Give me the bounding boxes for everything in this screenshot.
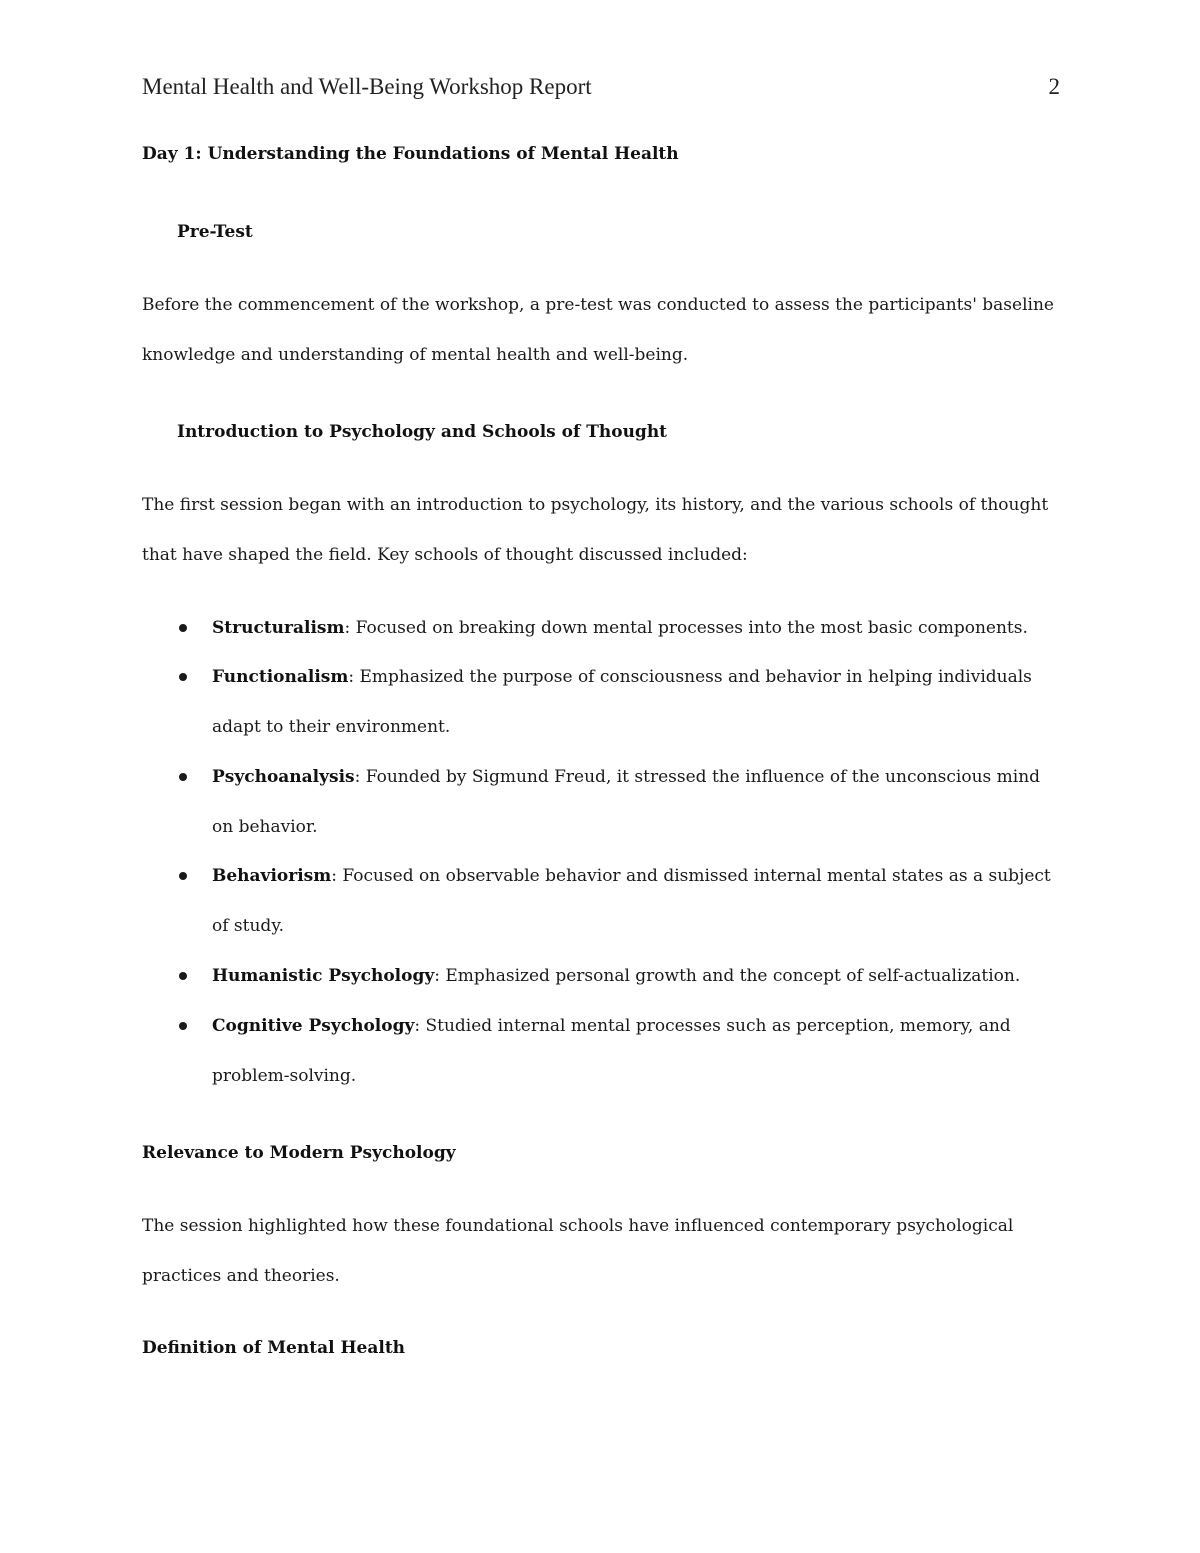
bullet-icon xyxy=(179,624,187,632)
intro-heading: Introduction to Psychology and Schools of Thought xyxy=(177,422,668,442)
intro-paragraph-line: The first session began with an introduction to psychology, its history, and the various schools of thought xyxy=(142,495,1049,515)
description: : Emphasized the purpose of consciousness and behavior in helping individuals xyxy=(348,667,1032,687)
bullet-icon xyxy=(179,773,187,781)
description-continuation: of study. xyxy=(212,916,285,936)
running-header xyxy=(142,70,1060,104)
description: : Focused on observable behavior and dismissed internal mental states as a subject xyxy=(331,866,1051,886)
day-heading: Day 1: Understanding the Foundations of Mental Health xyxy=(142,144,679,164)
term: Humanistic Psychology xyxy=(212,966,435,986)
description-continuation: problem-solving. xyxy=(212,1066,357,1086)
bullet-icon xyxy=(179,872,187,880)
definition-heading: Definition of Mental Health xyxy=(142,1338,406,1358)
term: Structuralism xyxy=(212,618,345,638)
bullet-icon xyxy=(179,673,187,681)
pretest-paragraph-line: Before the commencement of the workshop, a pre-test was conducted to assess the participants' baseline xyxy=(142,295,1054,315)
term: Psychoanalysis xyxy=(212,767,355,787)
description-continuation: on behavior. xyxy=(212,817,318,837)
term: Cognitive Psychology xyxy=(212,1016,415,1036)
description: : Founded by Sigmund Freud, it stressed the influence of the unconscious mind xyxy=(354,767,1041,787)
relevance-paragraph-line: The session highlighted how these foundational schools have influenced contemporary psychological xyxy=(142,1216,1014,1236)
description: : Focused on breaking down mental processes into the most basic components. xyxy=(344,618,1028,638)
bullet-icon xyxy=(179,972,187,980)
term: Functionalism xyxy=(212,667,349,687)
intro-paragraph-line: that have shaped the field. Key schools of thought discussed included: xyxy=(142,545,748,565)
page-number: 2 xyxy=(1048,74,1060,99)
relevance-heading: Relevance to Modern Psychology xyxy=(142,1143,456,1163)
header-title: Mental Health and Well-Being Workshop Report xyxy=(142,74,592,99)
pretest-heading: Pre-Test xyxy=(177,222,253,242)
relevance-paragraph-line: practices and theories. xyxy=(142,1266,340,1286)
description: : Studied internal mental processes such as perception, memory, and xyxy=(414,1016,1011,1036)
description: : Emphasized personal growth and the concept of self-actualization. xyxy=(434,966,1021,986)
bullet-icon xyxy=(179,1022,187,1030)
term: Behaviorism xyxy=(212,866,332,886)
description-continuation: adapt to their environment. xyxy=(212,717,451,737)
pretest-paragraph-line: knowledge and understanding of mental health and well-being. xyxy=(142,345,689,365)
